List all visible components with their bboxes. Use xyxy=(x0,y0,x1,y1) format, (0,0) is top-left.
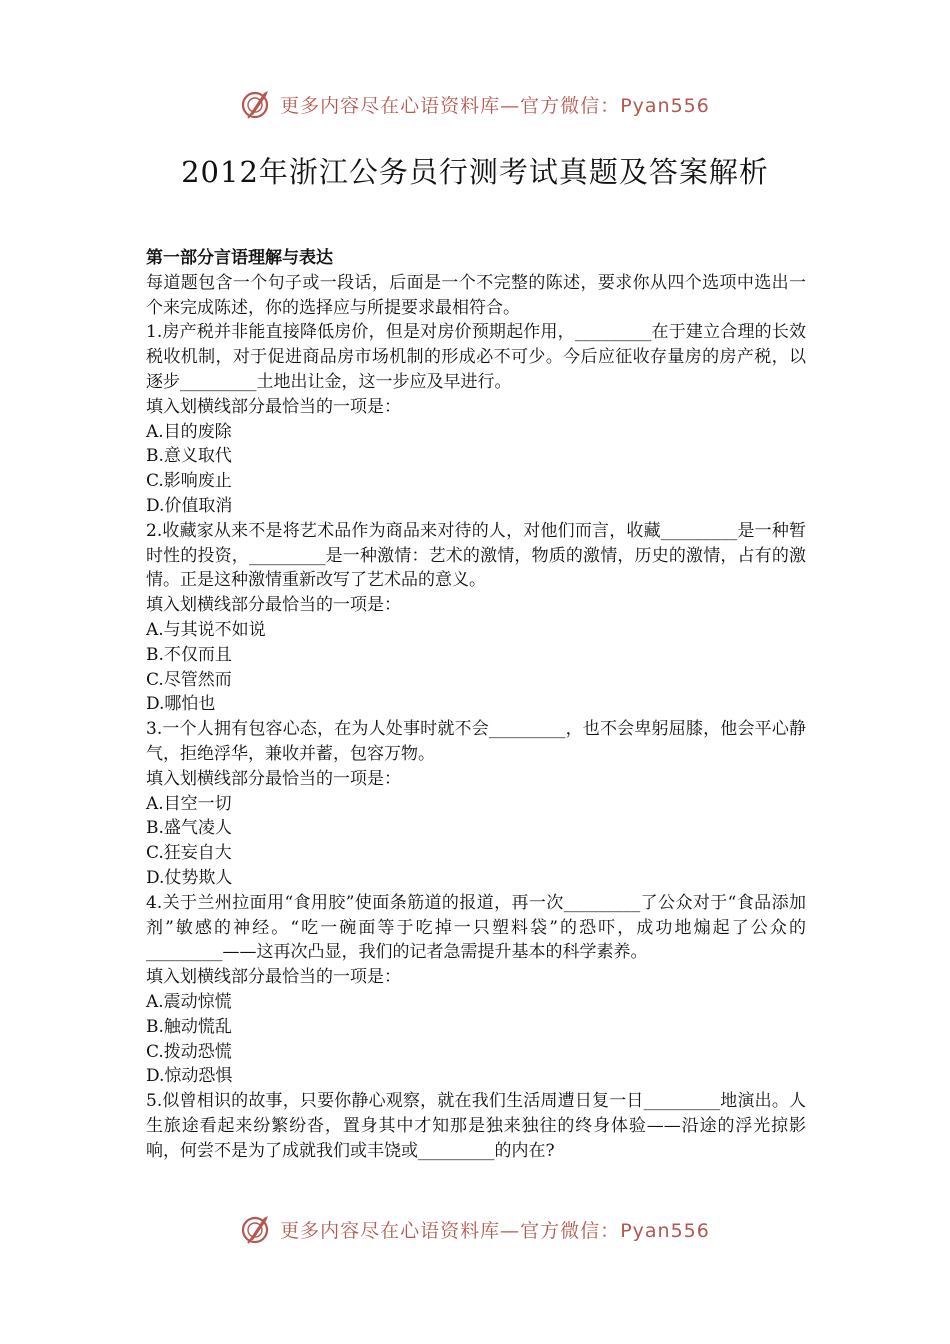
question-1 xyxy=(146,320,806,518)
question-stem: 3.一个人拥有包容心态，在为人处事时就不会_________，也不会卑躬屈膝，他会平心静气，拒绝浮华，兼收并蓄，包容万物。 xyxy=(146,719,806,764)
question-stem: 1.房产税并非能直接降低房价，但是对房价预期起作用，_________在于建立合理的长效税收机制，对于促进商品房市场机制的形成必不可少。今后应征收存量房的房产税，以逐步_________土地出让金，这一步应及早进行。 xyxy=(146,322,806,392)
question-2 xyxy=(146,519,806,717)
question-stem: 2.收藏家从来不是将艺术品作为商品来对待的人，对他们而言，收藏_________是一种暂时性的投资，_________是一种激情：艺术的激情，物质的激情，历史的激情，占有的激情。正是这种激情重新改写了艺术品的意义。 xyxy=(146,520,806,591)
header-banner xyxy=(0,84,950,124)
instructions: 每道题包含一个句子或一段话，后面是一个不完整的陈述，要求你从四个选项中选出一个来完成陈述，你的选择应与所提要求最相符合。 xyxy=(146,272,806,318)
banner-text: 更多内容尽在心语资料库 xyxy=(280,1219,501,1242)
option-a: A.震动惊慌 xyxy=(146,991,232,1012)
question-prompt: 填入划横线部分最恰当的一项是： xyxy=(146,396,401,417)
option-d: D.价值取消 xyxy=(146,495,233,516)
option-b: B.盛气凌人 xyxy=(146,818,232,839)
option-b: B.不仅而且 xyxy=(146,644,232,665)
section-heading: 第一部分言语理解与表达 xyxy=(146,248,333,268)
question-prompt: 填入划横线部分最恰当的一项是： xyxy=(146,768,401,789)
footer-banner xyxy=(0,1209,950,1249)
question-3 xyxy=(146,717,806,891)
banner-text: 更多内容尽在心语资料库 xyxy=(280,94,501,117)
question-4 xyxy=(146,891,806,1089)
banner-wechat-id: Pyan556 xyxy=(620,1219,710,1242)
option-c: C.影响废止 xyxy=(146,471,232,492)
banner-wechat-id: Pyan556 xyxy=(620,94,710,117)
option-d: D.惊动恐惧 xyxy=(146,1066,233,1087)
option-c: C.狂妄自大 xyxy=(146,843,232,864)
quill-logo-icon xyxy=(240,1212,274,1246)
quill-logo-icon xyxy=(240,87,274,121)
banner-dash: — xyxy=(500,1219,521,1242)
option-c: C.尽管然而 xyxy=(146,669,232,690)
option-d: D.仗势欺人 xyxy=(146,867,233,888)
option-c: C.拨动恐慌 xyxy=(146,1041,232,1062)
option-a: A.与其说不如说 xyxy=(146,619,266,640)
question-prompt: 填入划横线部分最恰当的一项是： xyxy=(146,967,401,988)
banner-wechat-label: 官方微信： xyxy=(520,94,621,117)
option-a: A.目空一切 xyxy=(146,793,232,814)
banner-wechat-label: 官方微信： xyxy=(520,1219,621,1242)
option-b: B.触动慌乱 xyxy=(146,1016,232,1037)
banner-dash: — xyxy=(500,94,521,117)
question-prompt: 填入划横线部分最恰当的一项是： xyxy=(146,595,401,616)
question-stem: 5.似曾相识的故事，只要你静心观察，就在我们生活周遭日复一日_________地演出。人生旅途看起来纷繁纷沓，置身其中才知那是独来独往的终身体验——沿途的浮光掠影响，何尝不是为了成就我们或丰饶或_________的内在? xyxy=(146,1091,806,1161)
question-stem: 4.关于兰州拉面用“食用胶”使面条筋道的报道，再一次_________了公众对于“食品添加剂”敏感的神经。“吃一碗面等于吃掉一只塑料袋”的恐吓，成功地煽起了公众的_________——这再次凸显，我们的记者急需提升基本的科学素养。 xyxy=(146,892,806,963)
option-b: B.意义取代 xyxy=(146,446,232,467)
question-5 xyxy=(146,1089,806,1163)
document-title: 2012年浙江公务员行测考试真题及答案解析 xyxy=(181,155,769,189)
document-body xyxy=(146,246,806,1163)
option-a: A.目的废除 xyxy=(146,421,232,442)
option-d: D.哪怕也 xyxy=(146,694,216,715)
